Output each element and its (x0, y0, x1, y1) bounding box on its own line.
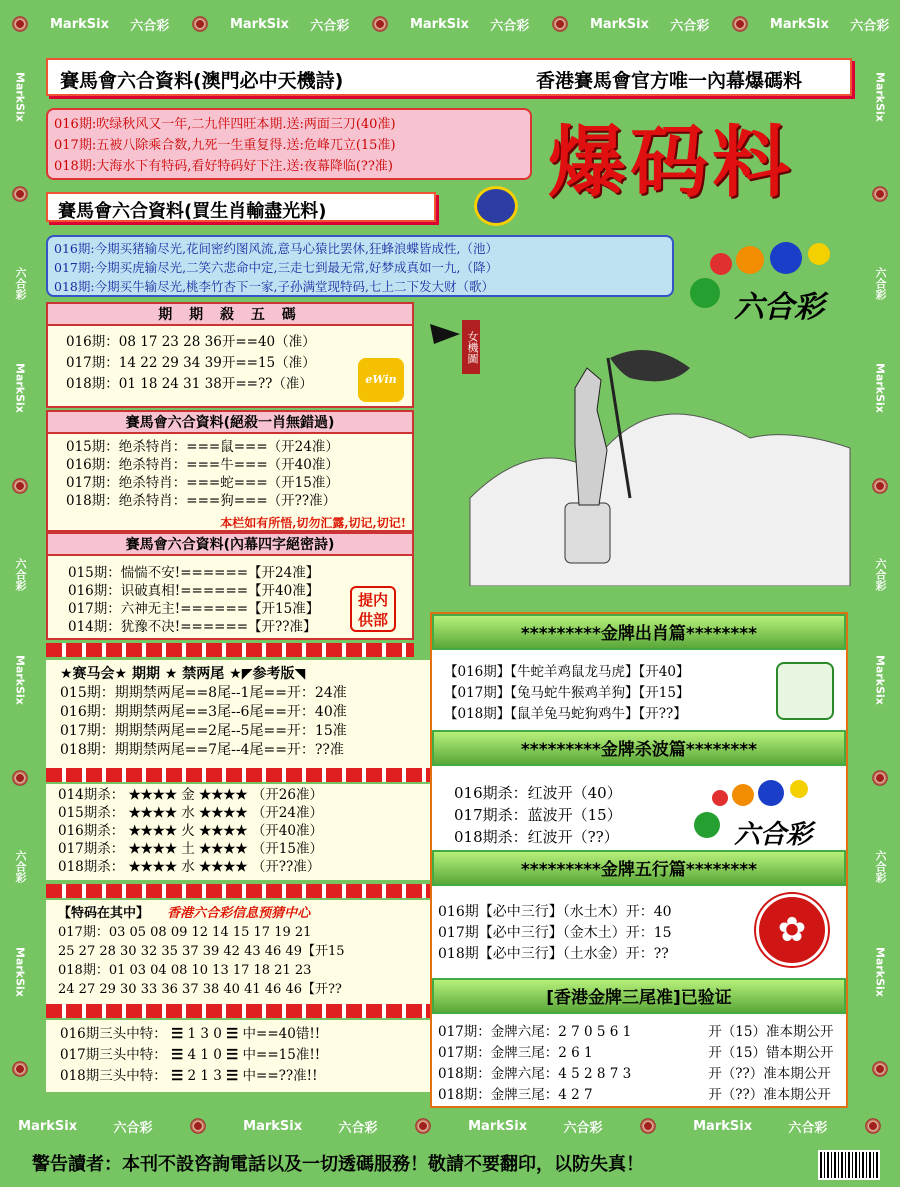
sanwei-result: 开（15）错本期公开 (708, 1045, 834, 1061)
bottom-border (0, 1108, 900, 1144)
flower-icon (551, 15, 569, 33)
star-period: 014期杀： (58, 787, 125, 803)
border-text: MarkSix (693, 1118, 753, 1134)
star-element: 金 (181, 787, 195, 803)
santou-row: 016期三头中特： ☰ 1 3 0 ☰ 中==40错!! (60, 1026, 321, 1042)
chuxiao-row (444, 704, 689, 725)
border-text: 六合彩 (310, 18, 350, 34)
kill5-row: 017期：14 22 29 34 39开==15（准） (66, 355, 316, 371)
star-glyph: ★★★★ (128, 787, 177, 803)
tail-row: 016期：期期禁两尾==3尾--6尾==开：40准 (60, 704, 347, 720)
border-text: MarkSix (49, 16, 109, 32)
chuxiao-animals: 【牛蛇羊鸡鼠龙马虎】 (510, 664, 639, 680)
flower-icon (639, 1117, 657, 1135)
border-text: 六合彩 (14, 850, 27, 884)
sanwei-label: 金牌三尾： (490, 1045, 559, 1061)
sanwei-numbers: 4 5 2 8 7 3 (558, 1066, 632, 1082)
border-text: 六合彩 (490, 18, 530, 34)
kill1-title: 賽馬會六合資料(絕殺一肖無錯過) (48, 412, 412, 434)
shengxiao-line: 018期:今期买牛输尽光,桃李竹杏下一家,子孙满堂现特码,七上二下发大财（歌） (54, 279, 494, 294)
border-text: 六合彩 (850, 18, 890, 34)
star-glyph: ★★★★ (199, 787, 248, 803)
sanwei-period: 017期： (438, 1024, 491, 1040)
star-row (58, 822, 422, 840)
top-border (0, 6, 900, 42)
border-text: MarkSix (13, 71, 27, 122)
star-glyph: ★★★★ (199, 859, 248, 875)
chuxiao-rows (444, 662, 689, 725)
sanwei-result: 开（15）准本期公开 (708, 1024, 834, 1040)
star-result: （开??准） (251, 859, 321, 875)
warning-text: 警告讀者：本刊不設咨詢電話以及一切透碼服務！敬請不要翻印，以防失真！ (0, 1148, 900, 1187)
sanwei-result: 开（??）准本期公开 (708, 1087, 831, 1103)
santou-result: 中==40错!! (242, 1026, 321, 1042)
border-text: MarkSix (243, 1118, 303, 1134)
star-glyph: ★★★★ (128, 823, 177, 839)
liuhecai-label-2: 六合彩 (734, 820, 813, 850)
kill5-row: 018期：01 18 24 31 38开==??（准） (66, 376, 313, 392)
kill5-row: 016期：08 17 23 28 36开==40（准） (66, 334, 316, 350)
sanwei-title: [香港金牌三尾准]已验证 (432, 978, 846, 1014)
tail-row: 017期：期期禁两尾==2尾--5尾==开：15准 (60, 723, 347, 739)
star-result: （开40准） (251, 823, 323, 839)
wuxing-rows (438, 902, 672, 965)
santou-card (46, 1020, 434, 1092)
border-text: MarkSix (873, 71, 887, 122)
flower-icon (11, 477, 29, 495)
kill1-note: 本栏如有所悟,切勿汇露,切记,切记! (220, 516, 406, 530)
sanwei-numbers: 4 2 7 (558, 1087, 593, 1103)
chuxiao-title: *********金牌出肖篇******** (432, 614, 846, 650)
kill1-card (46, 410, 414, 532)
border-text: MarkSix (769, 16, 829, 32)
chuxiao-animals: 【鼠羊兔马蛇狗鸡牛】 (510, 706, 639, 722)
border-text: MarkSix (13, 655, 27, 705)
border-text: MarkSix (589, 16, 649, 32)
flower-icon (871, 185, 889, 203)
ball-icon (790, 780, 808, 798)
sanwei-row (438, 1085, 833, 1106)
tema-card (46, 900, 434, 1004)
left-title: 賽馬會六合資料(澳門必中天機詩) (60, 70, 344, 92)
shengxiao-box (46, 235, 674, 297)
ewin-logo: eWin (358, 358, 404, 402)
ball-icon (808, 243, 830, 265)
poem4-row: 014期：犹豫不决!======【开??准】 (68, 619, 317, 635)
border-text: 六合彩 (874, 850, 887, 884)
shabo-title: *********金牌杀波篇******** (432, 730, 846, 766)
sanwei-result: 开（??）准本期公开 (708, 1066, 831, 1082)
flower-icon (11, 15, 29, 33)
tema-row: 25 27 28 30 32 35 37 39 42 43 46 49【开15 (58, 944, 345, 959)
flower-icon (871, 769, 889, 787)
flower-icon (414, 1117, 432, 1135)
tail-row: 018期：期期禁两尾==7尾--4尾==开：??准 (60, 742, 344, 758)
star-result: （开26准） (251, 787, 323, 803)
border-text: MarkSix (13, 363, 27, 414)
ball-icon (710, 253, 732, 275)
poem-line: 016期:吹绿秋风又一年,二九伴四旺本期.送:两面三刀(40准) (54, 117, 396, 132)
kill5-title: 期 期 殺 五 碼 (48, 304, 412, 326)
big-title: 爆码料 (548, 118, 795, 208)
star-glyph: ★★★★ (128, 805, 177, 821)
kill5-card (46, 302, 414, 408)
illustration (430, 318, 860, 586)
santou-numbers: 2 1 3 (187, 1068, 222, 1084)
border-text: MarkSix (18, 1118, 78, 1134)
star-element: 土 (181, 841, 195, 857)
star-element: 水 (181, 805, 195, 821)
flower-icon (11, 1060, 29, 1078)
poem-box (46, 108, 532, 180)
right-border (862, 40, 898, 1110)
border-text: MarkSix (873, 946, 887, 997)
kill1-row: 018期：绝杀特肖：===狗===（开??准） (66, 493, 337, 509)
wuxing-row: 017期【必中三行】（金木土）开：15 (438, 925, 672, 941)
sanwei-label: 金牌三尾： (490, 1087, 559, 1103)
border-text: 六合彩 (14, 558, 27, 592)
chuxiao-period: 【017期】 (444, 685, 511, 701)
poem-line: 017期:五被八除乘合数,九死一生重复得.送:危峰兀立(15准) (54, 138, 396, 153)
star-row (58, 786, 422, 804)
ball-icon (770, 242, 802, 274)
star-glyph: ★★★★ (128, 859, 177, 875)
chuxiao-result: 【开40】 (638, 664, 690, 680)
tinei-line: 提内 (357, 591, 388, 609)
border-text: 六合彩 (14, 266, 27, 300)
wuxing-title: *********金牌五行篇******** (432, 850, 846, 886)
shabo-rows (454, 782, 622, 848)
flower-icon (731, 15, 749, 33)
border-text: 六合彩 (113, 1120, 153, 1136)
divider (46, 643, 414, 657)
tinei-line: 供部 (357, 611, 388, 629)
tinei-stamp (350, 586, 396, 632)
shengxiao-line: 017期:今期买虎输尽光,二笑六悲命中定,三走七到最无常,好梦成真如一九,（降） (54, 260, 498, 275)
kill1-row: 016期：绝杀特肖：===牛===（开40准） (66, 457, 339, 473)
chuxiao-animals: 【兔马蛇牛猴鸡羊狗】 (510, 685, 639, 701)
border-text: 六合彩 (788, 1120, 828, 1136)
chuxiao-row (444, 683, 689, 704)
chuxiao-row (444, 662, 689, 683)
ball-icon (736, 246, 764, 274)
sanwei-row (438, 1022, 833, 1043)
shengxiao-line: 016期:今期买猪输尽光,花间密约图风流,意马心猿比罢休,狂蜂浪蝶皆成性,（池） (54, 241, 498, 256)
sanwei-row (438, 1043, 833, 1064)
santou-period: 018期三头中特： (60, 1068, 167, 1084)
chuxiao-result: 【开15】 (638, 685, 690, 701)
border-text: MarkSix (13, 946, 27, 997)
tema-row: 017期：03 05 08 09 12 14 15 17 19 21 (58, 925, 312, 940)
sec2-title-box (46, 192, 436, 222)
star-period: 015期杀： (58, 805, 125, 821)
shabo-row: 016期杀：红波开（40） (454, 784, 622, 802)
tail-header: ★赛马会★ 期期 ★ 禁两尾 ★◤参考版◥ (60, 666, 306, 682)
liuhecai-label: 六合彩 (734, 290, 824, 325)
sanwei-label: 金牌六尾： (490, 1066, 559, 1082)
flower-icon (11, 769, 29, 787)
sanwei-row (438, 1064, 833, 1085)
tail-card (46, 660, 434, 768)
nv-ji-tu-label: 女機圖 (462, 320, 480, 374)
star-period: 016期杀： (58, 823, 125, 839)
poem4-row: 016期：识破真相!======【开40准】 (68, 583, 320, 599)
header-title-box (46, 58, 852, 96)
flower-icon (191, 15, 209, 33)
border-text: MarkSix (409, 16, 469, 32)
border-text: 六合彩 (874, 266, 887, 300)
star-result: （开15准） (251, 841, 323, 857)
tema-row: 018期：01 03 04 08 10 13 17 18 21 23 (58, 963, 312, 978)
sanwei-numbers: 2 6 1 (558, 1045, 593, 1061)
divider (46, 768, 434, 782)
border-text: 六合彩 (563, 1120, 603, 1136)
tail-row: 015期：期期禁两尾==8尾--1尾==开：24准 (60, 685, 347, 701)
sec2-title: 賽馬會六合資料(買生肖輸盡光料) (58, 201, 327, 222)
chuxiao-period: 【018期】 (444, 706, 511, 722)
santou-result: 中==??准!! (242, 1068, 318, 1084)
ball-icon (690, 278, 720, 308)
sanwei-numbers: 2 7 0 5 6 1 (558, 1024, 632, 1040)
left-border (2, 40, 38, 1110)
santou-numbers: 4 1 0 (187, 1047, 222, 1063)
santou-row: 017期三头中特： ☰ 4 1 0 ☰ 中==15准!! (60, 1047, 321, 1063)
wuxing-row: 018期【必中三行】（土水金）开：?? (438, 946, 669, 962)
flower-icon (871, 477, 889, 495)
shabo-row: 018期杀：红波开（??） (454, 828, 619, 846)
tema-center: 香港六合彩信息预猜中心 (167, 906, 311, 921)
emblem-icon (474, 186, 518, 226)
divider (46, 884, 434, 898)
santou-row: 018期三头中特： ☰ 2 1 3 ☰ 中==??准!! (60, 1068, 318, 1084)
hand-icon (430, 324, 460, 344)
fist-icon (776, 662, 834, 720)
santou-result: 中==15准!! (242, 1047, 321, 1063)
star-row (58, 804, 422, 822)
sanwei-period: 017期： (438, 1045, 491, 1061)
poem-line: 018期:大海水下有特码,看好特码好下注.送:夜幕降临(??准) (54, 159, 393, 174)
barcode (818, 1150, 880, 1180)
border-text: MarkSix (873, 655, 887, 705)
border-text: MarkSix (229, 16, 289, 32)
star-element: 火 (181, 823, 195, 839)
tema-header (58, 904, 422, 923)
sanwei-rows (438, 1022, 833, 1106)
flower-icon (189, 1117, 207, 1135)
border-text: 六合彩 (670, 18, 710, 34)
santou-period: 016期三头中特： (60, 1026, 167, 1042)
star-result: （开24准） (251, 805, 323, 821)
right-title: 香港賽馬會官方唯一內幕爆碼料 (536, 70, 803, 92)
border-text: MarkSix (468, 1118, 528, 1134)
poem4-title: 賽馬會六合資料(內幕四字絕密詩) (48, 534, 412, 556)
poem4-row: 015期：惴惴不安!======【开24准】 (68, 565, 320, 581)
border-text: 六合彩 (874, 558, 887, 592)
kill1-row: 017期：绝杀特肖：===蛇===（开15准） (66, 475, 339, 491)
divider (46, 1004, 434, 1018)
sanwei-label: 金牌六尾： (490, 1024, 559, 1040)
poem4-card (46, 532, 414, 640)
flower-icon (11, 185, 29, 203)
star-glyph: ★★★★ (199, 841, 248, 857)
star-period: 017期杀： (58, 841, 125, 857)
sanwei-period: 018期： (438, 1087, 491, 1103)
star-element: 水 (181, 859, 195, 875)
santou-numbers: 1 3 0 (187, 1026, 222, 1042)
flower-icon (871, 1060, 889, 1078)
sanwei-period: 018期： (438, 1066, 491, 1082)
santou-period: 017期三头中特： (60, 1047, 167, 1063)
hk-emblem-icon: ✿ (756, 894, 828, 966)
ball-icon (694, 812, 720, 838)
chuxiao-period: 【016期】 (444, 664, 511, 680)
chuxiao-result: 【开??】 (638, 706, 687, 722)
star-period: 018期杀： (58, 859, 125, 875)
border-text: 六合彩 (130, 18, 170, 34)
tema-row: 24 27 29 30 33 36 37 38 40 41 46 46【开?? (58, 982, 342, 997)
ball-icon (732, 784, 754, 806)
wuxing-row: 016期【必中三行】（水土木）开：40 (438, 904, 672, 920)
flower-icon (371, 15, 389, 33)
poem4-row: 017期：六神无主!======【开15准】 (68, 601, 320, 617)
tema-title: 【特码在其中】 (58, 906, 150, 921)
star-glyph: ★★★★ (128, 841, 177, 857)
shabo-row: 017期杀：蓝波开（15） (454, 806, 622, 824)
star-row (58, 840, 422, 858)
star-glyph: ★★★★ (199, 823, 248, 839)
star-glyph: ★★★★ (199, 805, 248, 821)
border-text: 六合彩 (338, 1120, 378, 1136)
star-row (58, 858, 422, 876)
flower-icon (864, 1117, 882, 1135)
ball-icon (758, 780, 784, 806)
star-card (46, 784, 434, 880)
border-text: MarkSix (873, 363, 887, 414)
kill1-row: 015期：绝杀特肖：===鼠===（开24准） (66, 439, 339, 455)
ball-icon (712, 790, 728, 806)
